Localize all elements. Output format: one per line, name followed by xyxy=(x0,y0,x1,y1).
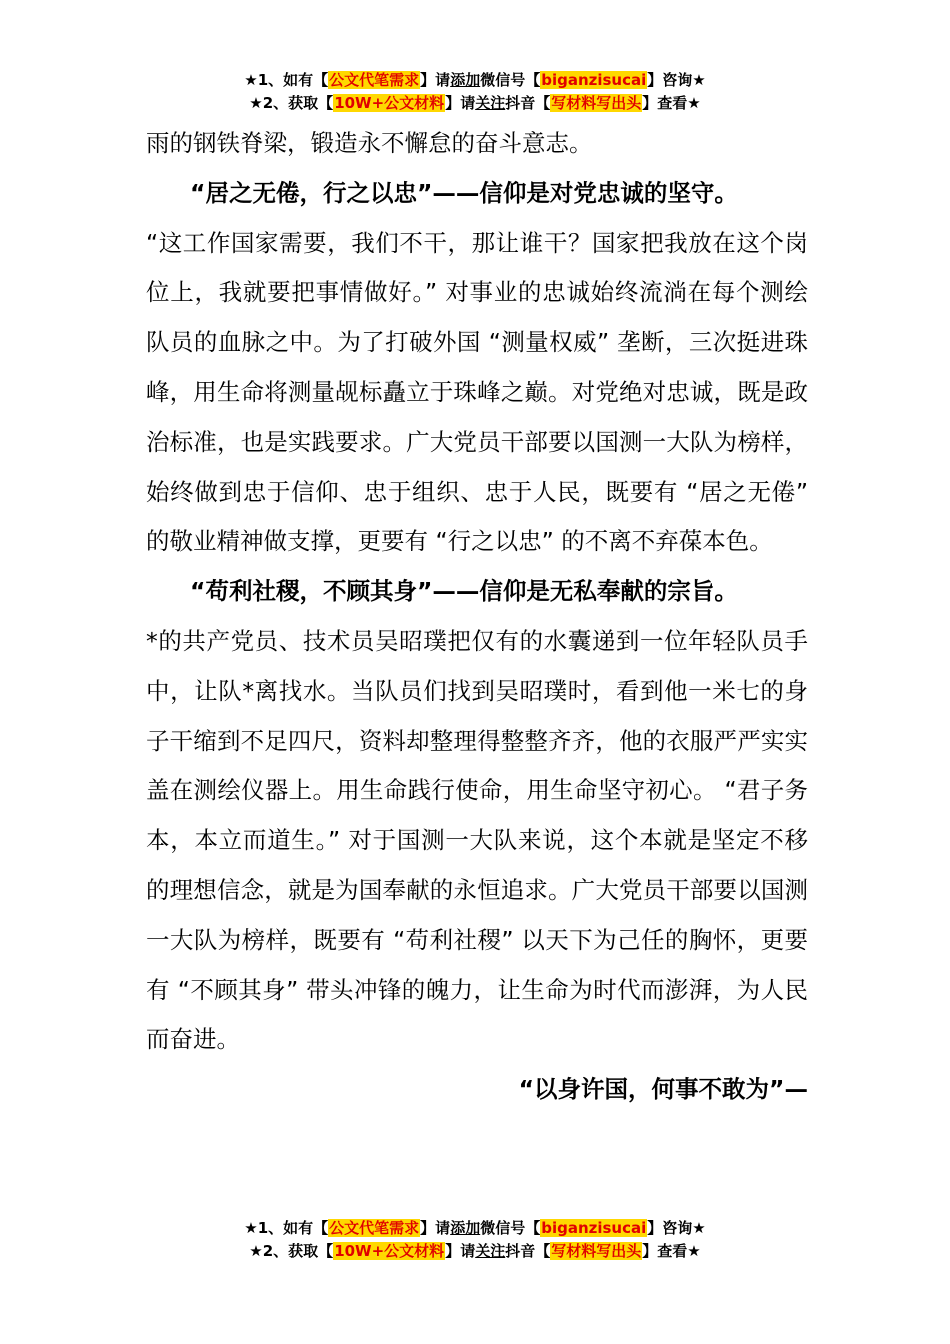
paragraph-continuation: 雨的钢铁脊梁，锻造永不懈怠的奋斗意志。 xyxy=(146,129,593,157)
banner-line-2: ★2、获取【10W+公文材料】请关注抖音【写材料写出头】查看★ xyxy=(249,1242,701,1260)
section-heading-loyalty: “居之无倦，行之以忠”——信仰是对党忠诚的坚守。 xyxy=(190,178,738,207)
footer-banner xyxy=(0,1218,950,1264)
highlight-wechat-id: biganzisucai xyxy=(541,71,647,89)
section-heading-courage: “以身许国，何事不敢为”— xyxy=(518,1075,808,1104)
header-banner xyxy=(0,70,950,116)
banner-line-1: ★1、如有【公文代笔需求】请添加微信号【biganzisucai】咨询★ xyxy=(244,71,706,89)
highlight-douyin-account: 写材料写出头 xyxy=(551,1242,642,1260)
document-body xyxy=(146,119,808,1115)
highlight-wechat-id: biganzisucai xyxy=(541,1219,647,1237)
highlight-service: 公文代笔需求 xyxy=(329,1219,420,1237)
paragraph-dedication: *的共产党员、技术员吴昭璞把仅有的水囊递到一位年轻队员手中，让队*离找水。当队员们找到吴昭璞时，看到他一米七的身子干缩到不足四尺，资料却整理得整整齐齐，他的衣服严严实实盖在测绘仪器上。用生命践行使命，用生命坚守初心。 “君子务本，本立而道生。” 对于国测一大队来说，这个本就是坚定不移的理想信念，就是为国奉献的永恒追求。广大党员干部要以国测一大队为榜样，既要有 “苟利社稷” 以天下为己任的胸怀，更要有 “不顾其身” 带头冲锋的魄力，让生命为时代而澎湃，为人民而奋进。 xyxy=(146,626,808,1054)
paragraph-loyalty: “这工作国家需要，我们不干，那让谁干？国家把我放在这个岗位上，我就要把事情做好。” 对事业的忠诚始终流淌在每个测绘队员的血脉之中。为了打破外国 “测量权威” 垄断，三次挺进珠峰，用生命将测量觇标矗立于珠峰之巅。对党绝对忠诚，既是政治标准，也是实践要求。广大党员干部要以国测一大队为榜样，始终做到忠于信仰、忠于组织、忠于人民，既要有 “居之无倦” 的敬业精神做支撑，更要有 “行之以忠” 的不离不弃葆本色。 xyxy=(146,228,808,556)
banner-line-2: ★2、获取【10W+公文材料】请关注抖音【写材料写出头】查看★ xyxy=(249,94,701,112)
highlight-materials: 10W+公文材料 xyxy=(334,1242,445,1260)
highlight-douyin-account: 写材料写出头 xyxy=(551,94,642,112)
highlight-materials: 10W+公文材料 xyxy=(334,94,445,112)
section-heading-dedication: “苟利社稷，不顾其身”——信仰是无私奉献的宗旨。 xyxy=(190,577,738,606)
banner-line-1: ★1、如有【公文代笔需求】请添加微信号【biganzisucai】咨询★ xyxy=(244,1219,706,1237)
highlight-service: 公文代笔需求 xyxy=(329,71,420,89)
